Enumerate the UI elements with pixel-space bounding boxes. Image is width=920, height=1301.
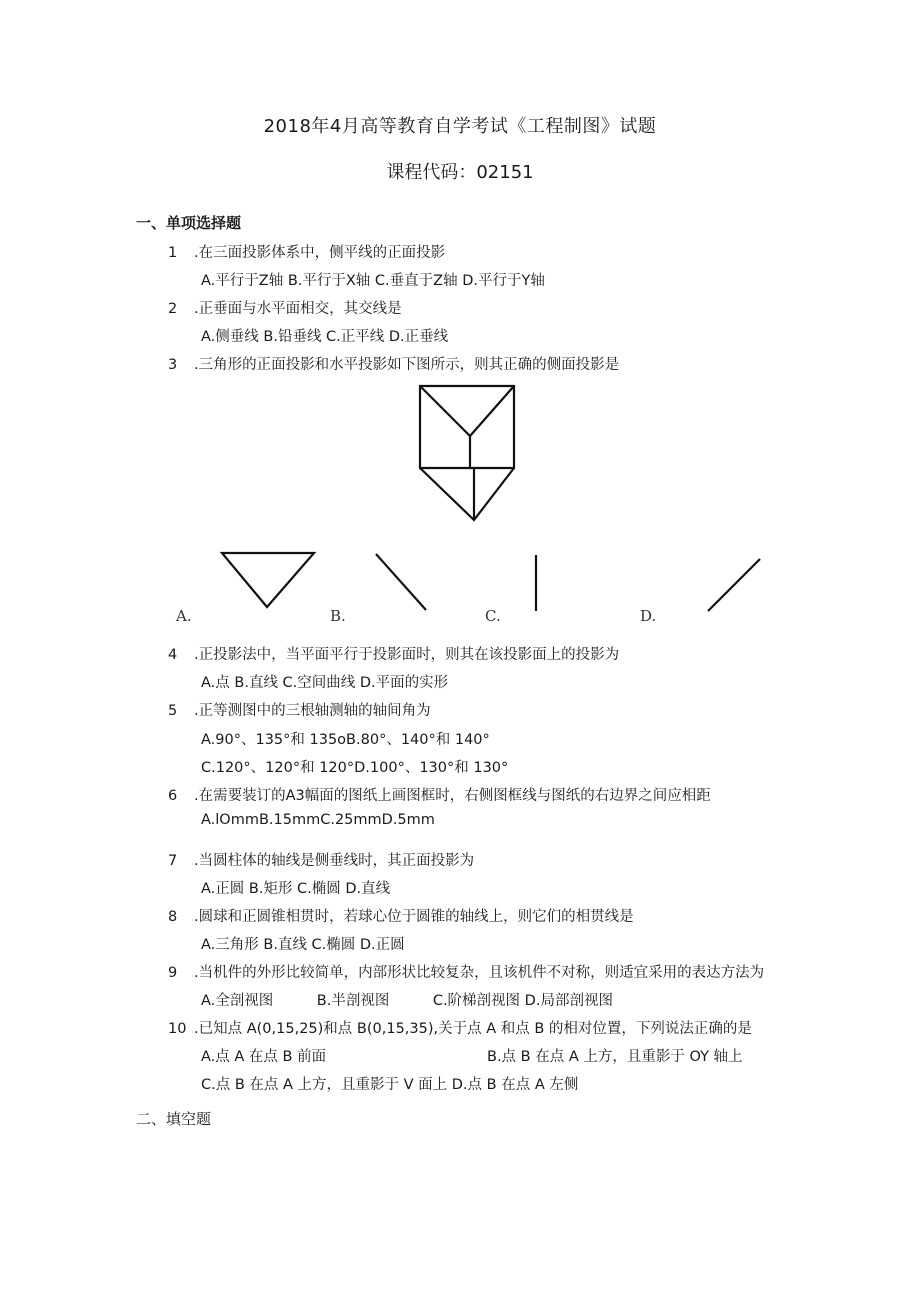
- question-3: [168, 353, 619, 374]
- question-text: .已知点 A(0,15,25)和点 B(0,15,35),关于点 A 和点 B 的相对位置，下列说法正确的是: [194, 1021, 752, 1037]
- front-view-triangle: [420, 386, 514, 436]
- question-number: 5: [168, 703, 178, 719]
- question-7: [168, 849, 474, 870]
- question-number: 6: [168, 788, 178, 804]
- question-number: 1: [168, 245, 178, 261]
- question-number: 10: [168, 1021, 187, 1037]
- top-view-triangle: [420, 468, 514, 520]
- question-10-options-cd: C.点 B 在点 A 上方，且重影于 V 面上 D.点 B 在点 A 左侧: [201, 1077, 579, 1093]
- question-text: .正垂面与水平面相交，其交线是: [194, 301, 402, 317]
- question-number: 8: [168, 909, 178, 925]
- choice-c-label: C.: [485, 607, 501, 625]
- choice-b-label: B.: [330, 607, 346, 625]
- question-10: [168, 1017, 752, 1038]
- question-text: .在三面投影体系中，侧平线的正面投影: [194, 245, 446, 261]
- question-8-options: A.三角形 B.直线 C.椭圆 D.正圆: [201, 937, 405, 953]
- choice-a-triangle: [222, 553, 314, 607]
- question-4: [168, 643, 619, 664]
- question-text: .圆球和正圆锥相贯时，若球心位于圆锥的轴线上，则它们的相贯线是: [194, 909, 634, 925]
- question-9-options: A.全剖视图 B.半剖视图 C.阶梯剖视图 D.局部剖视图: [201, 993, 613, 1009]
- choice-d-label: D.: [640, 607, 657, 625]
- page-title: 2018年4月高等教育自学考试《工程制图》试题: [263, 116, 657, 137]
- question-4-options: A.点 B.直线 C.空间曲线 D.平面的实形: [201, 675, 449, 691]
- question-9: [168, 961, 764, 982]
- question-text: .正投影法中，当平面平行于投影面时，则其在该投影面上的投影为: [194, 647, 620, 663]
- question-text: .三角形的正面投影和水平投影如下图所示，则其正确的侧面投影是: [194, 357, 620, 373]
- front-view-frame: [420, 386, 514, 468]
- question-2-options: A.侧垂线 B.铅垂线 C.正平线 D.正垂线: [201, 329, 449, 345]
- question-10-option-b: B.点 B 在点 A 上方，且重影于 OY 轴上: [487, 1049, 743, 1065]
- choice-d-line: [708, 559, 760, 611]
- question-5: [168, 699, 431, 720]
- question-2: [168, 297, 402, 318]
- projection-figure: [410, 382, 520, 524]
- question-number: 7: [168, 853, 178, 869]
- question-number: 2: [168, 301, 178, 317]
- section-heading-fill-blank: 二、填空题: [136, 1110, 212, 1128]
- question-number: 9: [168, 965, 178, 981]
- section-heading-choice: 一、单项选择题: [136, 214, 242, 232]
- question-6: [168, 784, 711, 805]
- question-text: .当圆柱体的轴线是侧垂线时，其正面投影为: [194, 853, 475, 869]
- question-text: .在需要装订的A3幅面的图纸上画图框时，右侧图框线与图纸的右边界之间应相距: [194, 788, 711, 804]
- question-1: [168, 241, 445, 262]
- choice-a-label: A.: [176, 607, 192, 625]
- answer-choices-figure: [170, 545, 770, 629]
- choice-b-line: [376, 554, 426, 610]
- question-number: 4: [168, 647, 178, 663]
- question-8: [168, 905, 634, 926]
- question-number: 3: [168, 357, 178, 373]
- question-6-options: A.lOmmB.15mmC.25mmD.5mm: [201, 812, 435, 828]
- question-text: .正等测图中的三根轴测轴的轴间角为: [194, 703, 431, 719]
- question-5-options-line2: C.120°、120°和 120°D.100°、130°和 130°: [201, 760, 509, 776]
- question-text: .当机件的外形比较简单，内部形状比较复杂，且该机件不对称，则适宜采用的表达方法为: [194, 965, 765, 981]
- course-code: 课程代码：02151: [386, 162, 534, 183]
- question-1-options: A.平行于Z轴 B.平行于X轴 C.垂直于Z轴 D.平行于Y轴: [201, 273, 545, 289]
- question-7-options: A.正圆 B.矩形 C.椭圆 D.直线: [201, 881, 391, 897]
- question-10-option-a: A.点 A 在点 B 前面: [201, 1049, 327, 1065]
- question-5-options-line1: A.90°、135°和 135oB.80°、140°和 140°: [201, 732, 490, 748]
